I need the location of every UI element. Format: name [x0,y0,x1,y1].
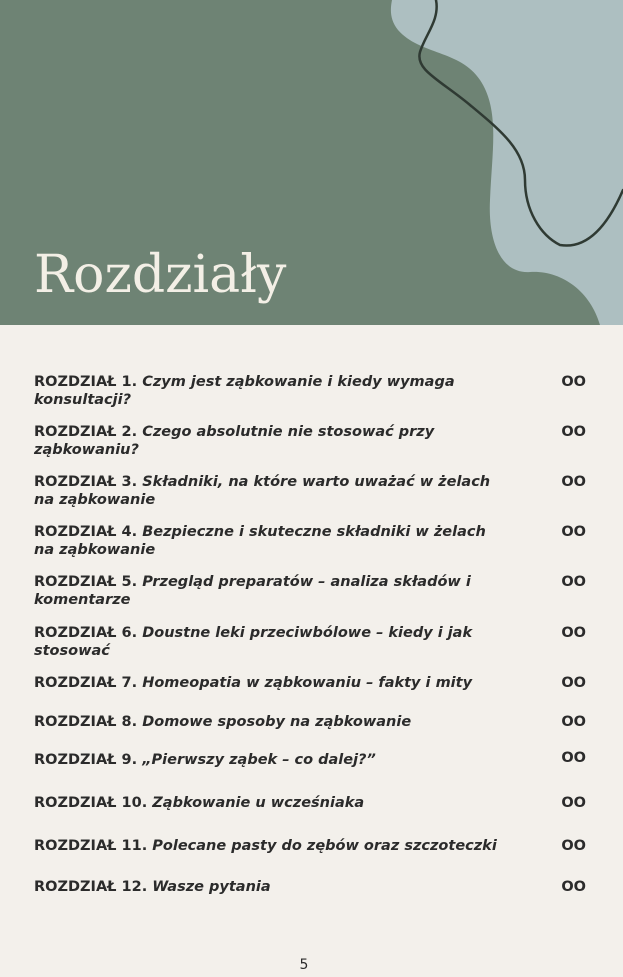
chapter-title: Bezpieczne i skuteczne składniki w żelach na ząbkowanie [34,524,486,558]
chapter-page-number: OO [561,424,586,440]
chapter-label: ROZDZIAŁ 2. [34,424,138,440]
chapter-title: Ząbkowanie u wcześniaka [152,795,365,811]
chapter-page-number: OO [561,795,586,811]
toc-entry-text [34,837,504,855]
chapter-title: Wasze pytania [152,879,271,895]
chapter-label: ROZDZIAŁ 11. [34,838,148,854]
chapter-page-number: OO [561,879,586,895]
chapter-page-number: OO [561,750,586,766]
chapter-title: Czym jest ząbkowanie i kiedy wymaga konsultacji? [34,374,455,408]
chapter-label: ROZDZIAŁ 10. [34,795,148,811]
toc-entry-text [34,523,504,559]
chapter-page-number: OO [561,714,586,730]
chapter-label: ROZDZIAŁ 9. [34,752,138,768]
chapter-page-number: OO [561,474,586,490]
toc-entry-text [34,878,504,896]
toc-entry-text [34,794,504,812]
chapter-page-number: OO [561,374,586,390]
decorative-blob-shape [391,0,623,325]
chapter-label: ROZDZIAŁ 12. [34,879,148,895]
toc-entry-text [34,573,504,609]
chapter-page-number: OO [561,524,586,540]
chapter-title: Domowe sposoby na ząbkowanie [142,714,412,730]
chapter-label: ROZDZIAŁ 3. [34,474,138,490]
chapter-title: Doustne leki przeciwbólowe – kiedy i jak stosować [34,625,473,659]
chapter-label: ROZDZIAŁ 8. [34,714,138,730]
page-title: Rozdziały [34,245,287,305]
toc-entry-text [34,713,504,731]
chapter-title: Polecane pasty do zębów oraz szczoteczki [152,838,497,854]
chapter-title: Homeopatia w ząbkowaniu – fakty i mity [142,675,473,691]
toc-entry-text [34,751,504,769]
chapter-page-number: OO [561,625,586,641]
toc-entry-text [34,674,504,692]
toc-entry-text [34,373,504,409]
chapter-label: ROZDZIAŁ 6. [34,625,138,641]
header-banner [0,0,623,325]
chapter-title: „Pierwszy ząbek – co dalej?” [142,752,376,768]
chapter-title: Składniki, na które warto uważać w żelach na ząbkowanie [34,474,491,508]
chapter-page-number: OO [561,838,586,854]
chapter-label: ROZDZIAŁ 7. [34,675,138,691]
toc-entry-text [34,624,504,660]
page-number: 5 [299,957,309,973]
chapter-label: ROZDZIAŁ 4. [34,524,138,540]
chapter-label: ROZDZIAŁ 1. [34,374,138,390]
chapter-page-number: OO [561,574,586,590]
toc-entry-text [34,423,504,459]
chapter-label: ROZDZIAŁ 5. [34,574,138,590]
chapter-title: Czego absolutnie nie stosować przy ząbkowaniu? [34,424,435,458]
chapter-title: Przegląd preparatów – analiza składów i komentarze [34,574,471,608]
toc-entry-text [34,473,504,509]
chapter-page-number: OO [561,675,586,691]
